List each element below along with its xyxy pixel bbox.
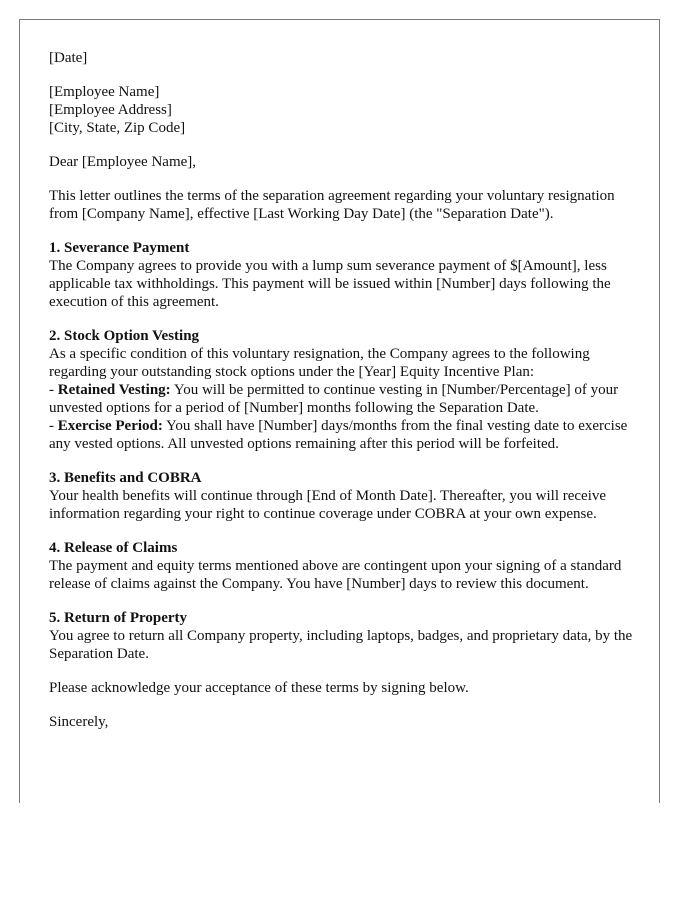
section-return-of-property (49, 609, 635, 663)
recipient-address: [Employee Address] (49, 102, 172, 118)
section-stock-option (49, 327, 635, 453)
recipient-block (49, 83, 635, 137)
letter-body (49, 49, 635, 747)
list-item-retained-vesting (49, 381, 635, 417)
section-body: As a specific condition of this voluntary resignation, the Company agrees to the following regarding your outstanding stock options under the [Year] Equity Incentive Plan: (49, 346, 590, 380)
section-severance (49, 239, 635, 311)
section-heading: 1. Severance Payment (49, 240, 190, 256)
salutation: Dear [Employee Name], (49, 154, 197, 170)
section-body: You agree to return all Company property, including laptops, badges, and proprietary data, by the Separation Date. (49, 628, 633, 662)
recipient-city-state-zip: [City, State, Zip Code] (49, 120, 186, 136)
section-heading: 4. Release of Claims (49, 540, 178, 556)
list-item-term: Exercise Period: (57, 418, 163, 434)
list-item-text: You will be permitted to continue vesting in [Number/Percentage] of your unvested options for a period of [Number] months following the Separation Date. (49, 382, 619, 416)
list-bullet: - (49, 418, 58, 434)
section-heading: 3. Benefits and COBRA (49, 470, 202, 486)
letter-page (19, 19, 660, 803)
closing: Sincerely, (49, 714, 109, 730)
section-heading: 2. Stock Option Vesting (49, 328, 200, 344)
section-benefits (49, 469, 635, 523)
recipient-name: [Employee Name] (49, 84, 160, 100)
intro-paragraph: This letter outlines the terms of the separation agreement regarding your voluntary resignation from [Company Name], effective [Last Working Day Date] (the "Separation Date"). (49, 188, 615, 222)
list-item-text: You shall have [Number] days/months from the final vesting date to exercise any vested options. All unvested options remaining after this period will be forfeited. (49, 418, 628, 452)
letter-date: [Date] (49, 50, 88, 66)
acknowledgement-paragraph: Please acknowledge your acceptance of these terms by signing below. (49, 680, 469, 696)
list-item-term: Retained Vesting: (57, 382, 171, 398)
list-bullet: - (49, 382, 58, 398)
section-body: The Company agrees to provide you with a lump sum severance payment of $[Amount], less applicable tax withholdings. This payment will be issued within [Number] days following the execution of this agreement. (49, 258, 611, 310)
section-body: Your health benefits will continue through [End of Month Date]. Thereafter, you will receive information regarding your right to continue coverage under COBRA at your own expense. (49, 488, 607, 522)
section-release-of-claims (49, 539, 635, 593)
list-item-exercise-period (49, 417, 635, 453)
section-body: The payment and equity terms mentioned above are contingent upon your signing of a standard release of claims against the Company. You have [Number] days to review this document. (49, 558, 622, 592)
section-heading: 5. Return of Property (49, 610, 188, 626)
